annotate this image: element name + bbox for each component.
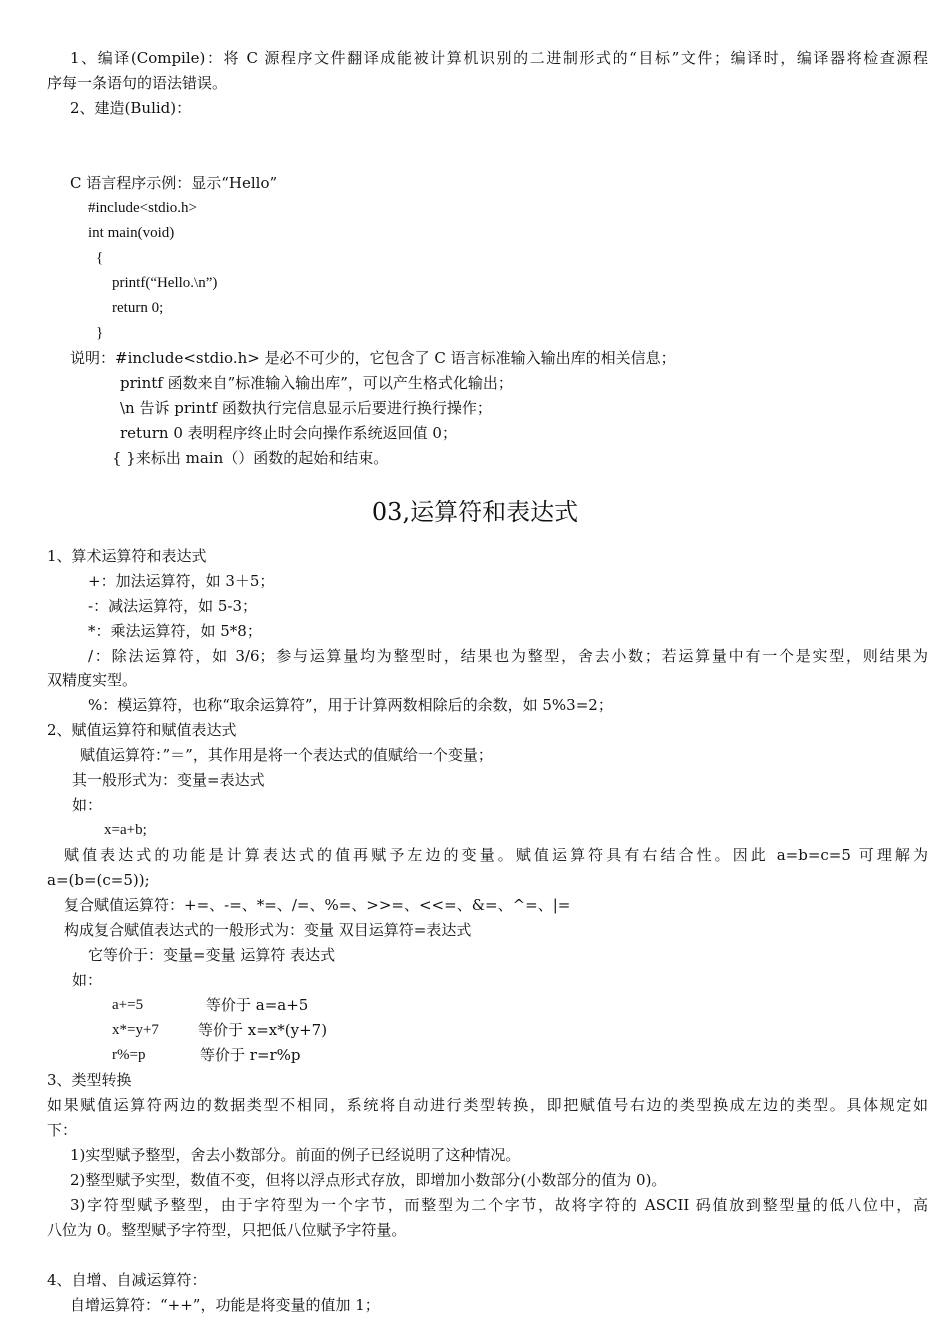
compound-example-equiv: 等价于 a=a+5	[206, 996, 309, 1014]
assign-function-line2: a=(b=(c=5));	[47, 871, 150, 889]
note-braces: { }来标出 main（）函数的起始和结束。	[112, 449, 389, 467]
section-title: 03,运算符和表达式	[371, 498, 579, 526]
arith-divide-line2: 双精度实型。	[47, 671, 138, 689]
compound-example-expr: a+=5	[112, 997, 144, 1013]
compound-form: 构成复合赋值表达式的一般形式为：变量 双目运算符=表达式	[64, 921, 472, 939]
code-line-printf: printf(“Hello.\n”)	[112, 275, 218, 291]
compound-equivalent: 它等价于：变量=变量 运算符 表达式	[88, 946, 336, 964]
conv-rule-1: 1)实型赋予整型，舍去小数部分。前面的例子已经说明了这种情况。	[70, 1146, 521, 1164]
incdec-heading: 4、自增、自减运算符：	[47, 1271, 207, 1289]
compound-example-expr: r%=p	[112, 1047, 146, 1063]
conv-paragraph-line1: 如果赋值运算符两边的数据类型不相同，系统将自动进行类型转换，即把赋值号右边的类型换成左边的类型。具体规定如	[47, 1096, 928, 1114]
conv-rule-2: 2)整型赋予实型，数值不变，但将以浮点形式存放，即增加小数部分(小数部分的值为 0)。	[70, 1171, 667, 1189]
conv-paragraph-line2: 下：	[47, 1121, 78, 1139]
code-line-open-brace: {	[96, 250, 104, 266]
assign-form: 其一般形式为：变量=表达式	[72, 771, 265, 789]
code-line-close-brace: }	[96, 325, 104, 341]
increment-operator: 自增运算符：“++”，功能是将变量的值加 1；	[70, 1296, 380, 1314]
compound-example-equiv: 等价于 r=r%p	[200, 1046, 301, 1064]
compile-definition-line2: 序每一条语句的语法错误。	[47, 74, 228, 92]
note-include: 说明：#include<stdio.h> 是必不可少的，它包含了 C 语言标准输入输出库的相关信息；	[70, 349, 676, 367]
note-return: return 0 表明程序终止时会向操作系统返回值 0；	[120, 424, 457, 442]
arith-times: *：乘法运算符，如 5*8；	[88, 622, 262, 640]
arith-heading: 1、算术运算符和表达式	[47, 547, 207, 565]
conv-rule-3-line2: 八位为 0。整型赋予字符型，只把低八位赋予字符量。	[47, 1221, 407, 1239]
note-newline: \n 告诉 printf 函数执行完信息显示后要进行换行操作；	[120, 399, 492, 417]
arith-plus: +：加法运算符，如 3＋5；	[88, 572, 275, 590]
assign-heading: 2、赋值运算符和赋值表达式	[47, 721, 237, 739]
example-heading: C 语言程序示例：显示“Hello”	[70, 174, 278, 192]
note-printf: printf 函数来自”标准输入输出库”，可以产生格式化输出；	[120, 374, 513, 392]
build-item: 2、建造(Bulid)：	[70, 99, 192, 117]
conv-heading: 3、类型转换	[47, 1071, 132, 1089]
arith-modulo: %：模运算符，也称“取余运算符”，用于计算两数相除后的余数，如 5%3=2；	[88, 696, 613, 714]
arith-minus: -：减法运算符，如 5-3；	[88, 597, 257, 615]
code-line-main: int main(void)	[88, 225, 175, 241]
code-line-return: return 0;	[112, 300, 164, 316]
compound-example-expr: x*=y+7	[112, 1022, 159, 1038]
arith-divide-line1: /：除法运算符，如 3/6；参与运算量均为整型时，结果也为整型，舍去小数；若运算量中有一个是实型，则结果为	[88, 647, 928, 665]
compound-operators: 复合赋值运算符：+=、-=、*=、/=、%=、>>=、<<=、&=、^=、|=	[64, 896, 571, 914]
assign-operator: 赋值运算符：”＝”，其作用是将一个表达式的值赋给一个变量；	[80, 746, 493, 764]
assign-example-label: 如：	[72, 796, 103, 814]
conv-rule-3-line1: 3)字符型赋予整型，由于字符型为一个字节，而整型为二个字节，故将字符的 ASCII 码值放到整型量的低八位中，高	[70, 1196, 928, 1214]
compound-example-equiv: 等价于 x=x*(y+7)	[198, 1021, 328, 1039]
assign-example-code: x=a+b;	[104, 822, 147, 838]
compound-example-label: 如：	[72, 971, 103, 989]
code-line-include: #include<stdio.h>	[88, 200, 197, 216]
compile-definition-line1: 1、编译(Compile)：将 C 源程序文件翻译成能被计算机识别的二进制形式的“目标”文件；编译时，编译器将检查源程	[70, 49, 928, 67]
assign-function-line1: 赋值表达式的功能是计算表达式的值再赋予左边的变量。赋值运算符具有右结合性。因此 a=b=c=5 可理解为	[64, 846, 928, 864]
